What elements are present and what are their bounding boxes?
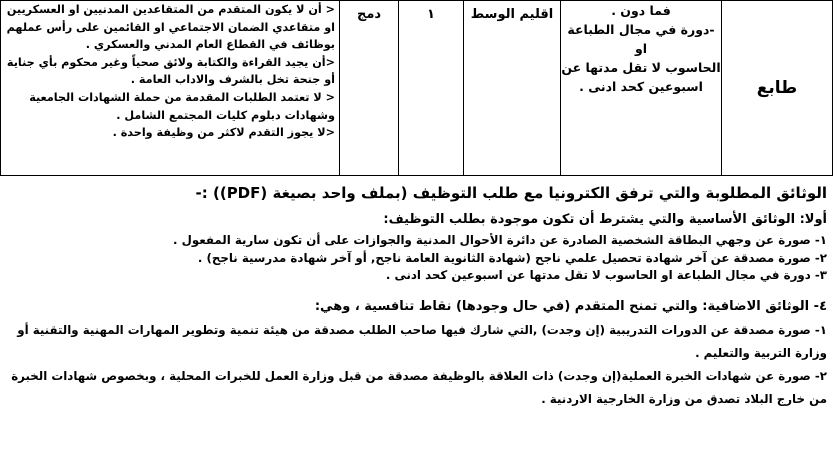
type-cell: دمج	[340, 1, 399, 176]
count-cell: ١	[399, 1, 464, 176]
condition-item: <أن يجيد القراءة والكتابة ولائق صحياً وغير محكوم بأي جناية أو جنحة تخل بالشرف والاداب العامة .	[6, 55, 335, 87]
qualification-cell	[561, 1, 722, 176]
spacer	[4, 285, 827, 293]
condition-item: < أن لا يكون المتقدم من المتقاعدين المدنيين او العسكريين او متقاعدي الضمان الاجتماعي او القائمين على رأس عملهم بوظائف في القطاع العام المدني والعسكري .	[6, 3, 335, 52]
table-row	[1, 1, 833, 176]
qualification-line: الحاسوب لا تقل مدتها عن	[561, 60, 721, 75]
extra-document-item: ١- صورة مصدقة عن الدورات التدريبية (إن وجدت) ,التي شارك فيها صاحب الطلب مصدقة من هيئة تنمية وتطوير المهارات المهنية والتقنية أو وزارة التربية والتعليم .	[17, 322, 827, 360]
extra-document-item: ٢- صورة عن شهادات الخبرة العملية(إن وجدت) ذات العلاقة بالوظيفة مصدقة من قبل وزارة العمل للخبرات المحلية ، وبخصوص شهادات الخبرة من خارج البلاد تصدق من وزارة الخارجية الاردنية .	[11, 368, 827, 406]
region-cell: اقليم الوسط	[464, 1, 561, 176]
documents-heading: الوثائق المطلوبة والتي ترفق الكترونيا مع طلب التوظيف (بملف واحد بصيغة (PDF)) :-	[195, 184, 827, 202]
documents-section	[4, 180, 827, 411]
condition-item: < لا تعتمد الطلبات المقدمة من حملة الشهادات الجامعية وشهادات دبلوم كليات المجتمع الشامل .	[29, 90, 335, 122]
job-title-cell: طابع	[722, 1, 833, 176]
qualification-line: -دورة في مجال الطباعة او	[567, 22, 715, 56]
basic-documents-heading: أولا: الوثائق الأساسية والتي يشترط أن تكون موجودة بطلب التوظيف:	[383, 212, 827, 227]
conditions-cell	[1, 1, 340, 176]
basic-document-item: ٢- صورة مصدقة عن آخر شهادة تحصيل علمي ناجح (شهادة الثانوية العامة ناجح, أو آخر شهادة مدرسية ناجح) .	[197, 250, 827, 265]
condition-item: <لا يجوز التقدم لاكثر من وظيفة واحدة .	[112, 126, 335, 140]
jobs-table	[0, 0, 833, 176]
extra-documents-heading: ٤- الوثائق الاضافية: والتي تمنح المتقدم (في حال وجودها) نقاط تنافسية ، وهي:	[314, 298, 827, 314]
basic-document-item: ١- صورة عن وجهي البطاقة الشخصية الصادرة عن دائرة الأحوال المدنية والجوازات على أن تكون سارية المفعول .	[173, 233, 827, 247]
basic-document-item: ٣- دورة في مجال الطباعة او الحاسوب لا تقل مدتها عن اسبوعين كحد ادنى .	[385, 268, 827, 282]
qualification-line: اسبوعين كحد ادنى .	[579, 79, 703, 94]
qualification-line: فما دون .	[611, 3, 671, 18]
